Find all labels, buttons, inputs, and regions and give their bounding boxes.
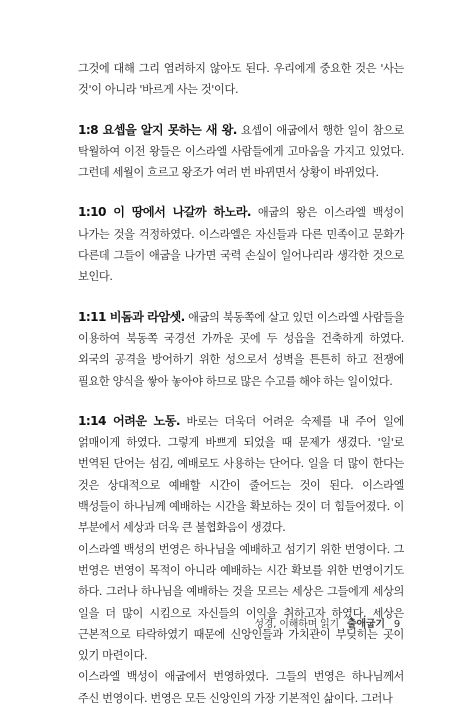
paragraph-gap	[78, 183, 404, 202]
page-footer	[254, 615, 400, 630]
section-1-14-heading: 1:14 어려운 노동.	[78, 413, 180, 428]
section-1-10-text: 애굽의 왕은 이스라엘 백성이 나가는 것을 걱정하였다. 이스라엘은 자신들과 다른 민족이고 문화가 다른데 그들이 애굽을 나가면 국력 손실이 일어나리라 생각한 것으로 보인다.	[78, 206, 404, 284]
intro-paragraph	[78, 58, 404, 101]
section-1-14-text-2: 이스라엘 백성의 번영은 하나님을 예배하고 섬기기 위한 번영이다. 그 번영은 번영이 목적이 아니라 예배하는 시간 확보를 위한 번영이기도 하다. 그러나 하나님을 예배하는 것을 모르는 세상은 그들에게 세상의 일을 더 많이 시킴으로 자신들의 이익을 취하고자 하였다. 세상은 근본적으로 타락하였기 때문에 신앙인들과 가치관이 부딪히는 곳이 있기 마련이다.	[78, 542, 404, 663]
paragraph-gap	[78, 101, 404, 120]
page-body	[78, 58, 404, 709]
footer-book-title	[254, 619, 339, 630]
page-number: 9	[393, 619, 400, 630]
section-1-11-text: 애굽의 북동쪽에 살고 있던 이스라엘 사람들을 이용하여 북동쪽 국경선 가까운 곳에 두 성읍을 건축하게 하였다. 외국의 공격을 방어하기 위한 성으로서 성벽을 튼튼히 하고 전쟁에 필요한 양식을 쌓아 놓아야 하므로 많은 수고를 해야 하는 일이었다.	[78, 310, 404, 388]
footer-phrase: 이해하며 읽기	[279, 619, 340, 630]
section-1-14	[78, 411, 404, 539]
section-1-14-paragraph-2	[78, 539, 404, 667]
footer-emphasis: 출애굽기	[347, 619, 385, 630]
section-1-10-heading: 1:10 이 땅에서 나갈까 하노라.	[78, 205, 251, 220]
section-1-14-paragraph-3	[78, 666, 404, 709]
paragraph-gap	[78, 392, 404, 411]
intro-text: 그것에 대해 그리 염려하지 않아도 된다. 우리에게 중요한 것은 '사는 것'이 아니라 '바르게 사는 것'이다.	[78, 62, 404, 97]
section-1-8-text: 요셉이 애굽에서 행한 일이 참으로 탁월하여 이전 왕들은 이스라엘 사람들에게 고마움을 가지고 있었다. 그런데 세월이 흐르고 왕조가 여러 번 바뀌면서 상황이 바뀌었다.	[78, 123, 405, 180]
section-1-11	[78, 307, 404, 392]
section-1-14-text-3: 이스라엘 백성이 애굽에서 번영하였다. 그들의 번영은 하나님께서 주신 번영이다. 번영은 모든 신앙인의 가장 기본적인 삶이다. 그러나	[78, 670, 404, 705]
section-1-10	[78, 202, 404, 287]
footer-book: 성경,	[254, 619, 277, 630]
section-1-8	[78, 120, 404, 184]
paragraph-gap	[78, 288, 404, 307]
section-1-8-heading: 1:8 요셉을 알지 못하는 새 왕.	[78, 122, 237, 137]
section-1-14-text: 바로는 더욱더 어려운 숙제를 내 주어 일에 얽매이게 하였다. 그렇게 바쁘게 되었을 때 문제가 생겼다. '일'로 번역된 단어는 섬김, 예배로도 사용하는 단어다. 일을 더 많이 한다는 것은 상대적으로 예배할 시간이 줄어드는 것이 된다. 이스라엘 백성들이 하나님께 예배하는 시간을 확보하는 것이 더 힘들어졌다. 이 부분에서 세상과 더욱 큰 불협화음이 생겼다.	[78, 414, 404, 535]
section-1-11-heading: 1:11 비돔과 라암셋.	[78, 309, 185, 324]
